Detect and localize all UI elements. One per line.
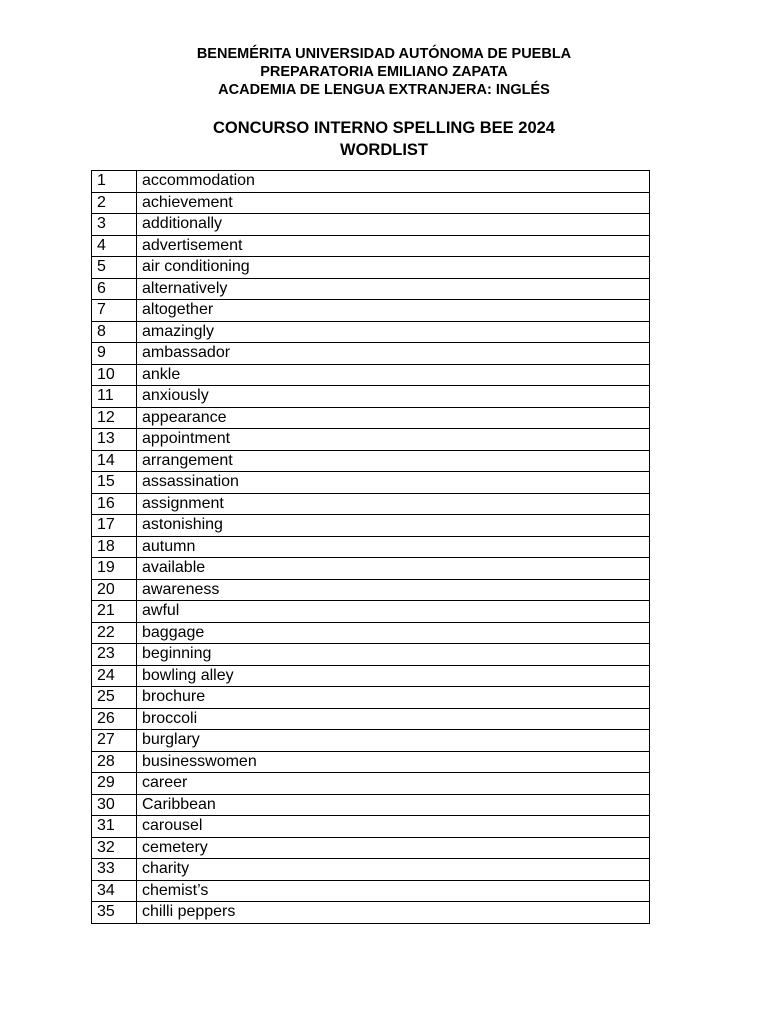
table-row — [92, 601, 650, 623]
table-row — [92, 558, 650, 580]
word-cell: arrangement — [137, 450, 650, 472]
word-number: 3 — [92, 214, 137, 236]
word-number: 11 — [92, 386, 137, 408]
table-row — [92, 816, 650, 838]
word-number: 26 — [92, 708, 137, 730]
word-cell: amazingly — [137, 321, 650, 343]
table-row — [92, 171, 650, 193]
table-row — [92, 321, 650, 343]
university-name: BENEMÉRITA UNIVERSIDAD AUTÓNOMA DE PUEBLA — [196, 46, 572, 62]
word-number: 31 — [92, 816, 137, 838]
word-number: 18 — [92, 536, 137, 558]
word-number: 34 — [92, 880, 137, 902]
table-row — [92, 859, 650, 881]
word-cell: ambassador — [137, 343, 650, 365]
word-number: 9 — [92, 343, 137, 365]
wordlist-body — [92, 171, 650, 924]
word-cell: baggage — [137, 622, 650, 644]
school-name: PREPARATORIA EMILIANO ZAPATA — [260, 64, 508, 80]
table-row — [92, 472, 650, 494]
word-cell: career — [137, 773, 650, 795]
word-number: 30 — [92, 794, 137, 816]
word-number: 33 — [92, 859, 137, 881]
table-row — [92, 751, 650, 773]
word-number: 21 — [92, 601, 137, 623]
word-number: 29 — [92, 773, 137, 795]
word-number: 20 — [92, 579, 137, 601]
table-row — [92, 644, 650, 666]
document-header — [0, 45, 768, 99]
table-row — [92, 730, 650, 752]
word-number: 14 — [92, 450, 137, 472]
word-cell: anxiously — [137, 386, 650, 408]
word-cell: burglary — [137, 730, 650, 752]
word-number: 24 — [92, 665, 137, 687]
wordlist-title: WORDLIST — [340, 140, 428, 159]
word-number: 17 — [92, 515, 137, 537]
word-cell: autumn — [137, 536, 650, 558]
word-number: 32 — [92, 837, 137, 859]
word-cell: brochure — [137, 687, 650, 709]
word-cell: awful — [137, 601, 650, 623]
table-row — [92, 192, 650, 214]
contest-title: CONCURSO INTERNO SPELLING BEE 2024 — [213, 119, 555, 137]
word-cell: awareness — [137, 579, 650, 601]
word-number: 22 — [92, 622, 137, 644]
word-cell: achievement — [137, 192, 650, 214]
word-cell: chemist’s — [137, 880, 650, 902]
word-cell: broccoli — [137, 708, 650, 730]
table-row — [92, 450, 650, 472]
word-cell: appearance — [137, 407, 650, 429]
table-row — [92, 429, 650, 451]
table-row — [92, 407, 650, 429]
word-number: 28 — [92, 751, 137, 773]
word-cell: air conditioning — [137, 257, 650, 279]
word-number: 25 — [92, 687, 137, 709]
word-cell: charity — [137, 859, 650, 881]
word-number: 6 — [92, 278, 137, 300]
table-row — [92, 794, 650, 816]
word-cell: alternatively — [137, 278, 650, 300]
word-cell: advertisement — [137, 235, 650, 257]
word-number: 27 — [92, 730, 137, 752]
table-row — [92, 515, 650, 537]
word-number: 12 — [92, 407, 137, 429]
word-number: 7 — [92, 300, 137, 322]
table-row — [92, 579, 650, 601]
word-cell: bowling alley — [137, 665, 650, 687]
word-cell: cemetery — [137, 837, 650, 859]
word-cell: additionally — [137, 214, 650, 236]
word-number: 5 — [92, 257, 137, 279]
word-number: 19 — [92, 558, 137, 580]
word-number: 23 — [92, 644, 137, 666]
table-row — [92, 214, 650, 236]
word-cell: chilli peppers — [137, 902, 650, 924]
table-row — [92, 687, 650, 709]
table-row — [92, 386, 650, 408]
word-number: 15 — [92, 472, 137, 494]
table-row — [92, 278, 650, 300]
table-row — [92, 364, 650, 386]
table-row — [92, 902, 650, 924]
word-cell: accommodation — [137, 171, 650, 193]
word-cell: businesswomen — [137, 751, 650, 773]
word-number: 10 — [92, 364, 137, 386]
word-cell: beginning — [137, 644, 650, 666]
word-cell: assassination — [137, 472, 650, 494]
word-cell: available — [137, 558, 650, 580]
word-cell: assignment — [137, 493, 650, 515]
table-row — [92, 300, 650, 322]
table-row — [92, 837, 650, 859]
word-cell: appointment — [137, 429, 650, 451]
word-cell: carousel — [137, 816, 650, 838]
document-title — [0, 118, 768, 161]
wordlist-table — [91, 170, 650, 924]
academy-name: ACADEMIA DE LENGUA EXTRANJERA: INGLÉS — [218, 82, 550, 98]
word-cell: ankle — [137, 364, 650, 386]
word-cell: altogether — [137, 300, 650, 322]
word-number: 13 — [92, 429, 137, 451]
table-row — [92, 536, 650, 558]
word-number: 1 — [92, 171, 137, 193]
word-number: 8 — [92, 321, 137, 343]
table-row — [92, 343, 650, 365]
table-row — [92, 257, 650, 279]
table-row — [92, 708, 650, 730]
word-number: 2 — [92, 192, 137, 214]
table-row — [92, 880, 650, 902]
word-number: 4 — [92, 235, 137, 257]
word-number: 16 — [92, 493, 137, 515]
table-row — [92, 773, 650, 795]
word-cell: Caribbean — [137, 794, 650, 816]
word-cell: astonishing — [137, 515, 650, 537]
word-number: 35 — [92, 902, 137, 924]
table-row — [92, 665, 650, 687]
table-row — [92, 622, 650, 644]
table-row — [92, 493, 650, 515]
table-row — [92, 235, 650, 257]
